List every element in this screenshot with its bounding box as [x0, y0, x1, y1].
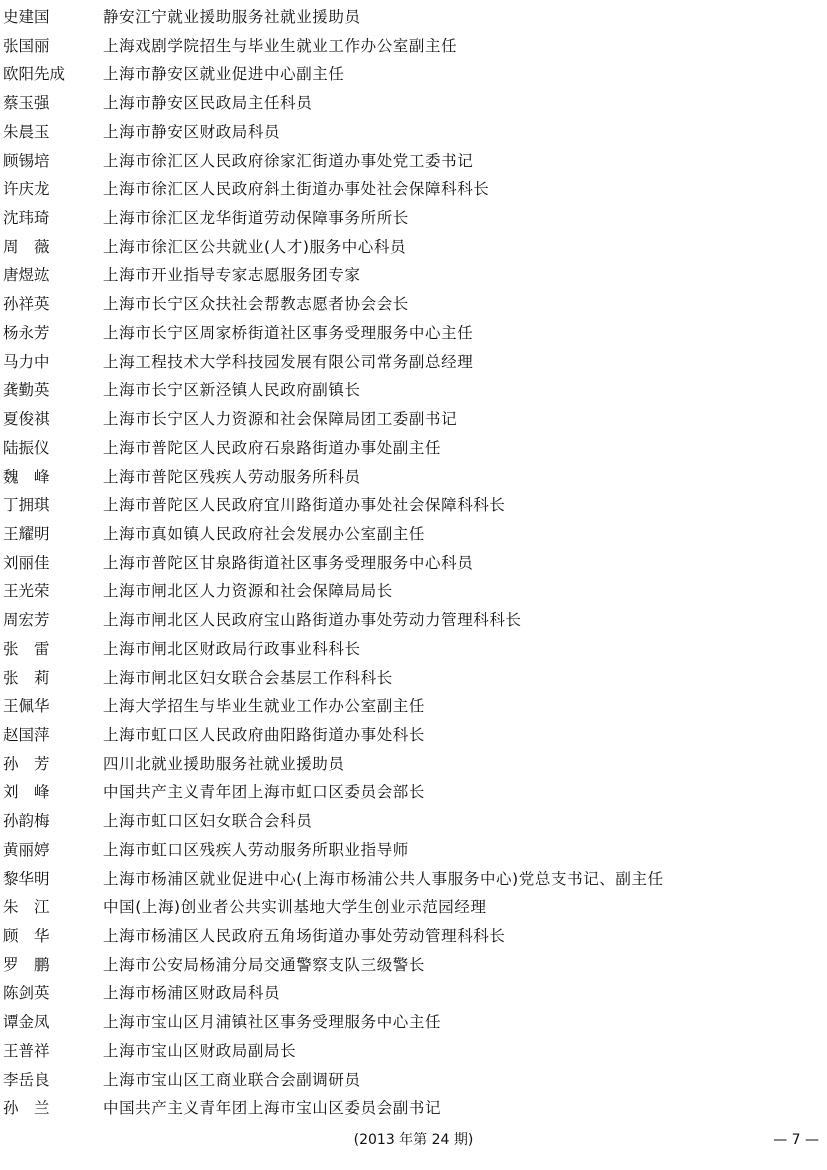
person-name: 蔡玉强 [3, 94, 50, 113]
person-name: 史建国 [3, 8, 50, 26]
list-item [0, 923, 827, 952]
list-item [0, 1095, 827, 1124]
person-name: 孙韵梅 [3, 812, 50, 831]
person-position: 上海市闸北区人民政府宝山路街道办事处劳动力管理科科长 [103, 611, 522, 630]
list-item [0, 751, 827, 780]
list-item [0, 665, 827, 694]
person-name: 孙 芳 [3, 754, 50, 773]
person-name: 陈剑英 [3, 984, 50, 1003]
list-item [0, 90, 827, 119]
list-item [0, 607, 827, 636]
list-item [0, 377, 827, 406]
person-position: 上海市徐汇区公共就业(人才)服务中心科员 [103, 237, 407, 256]
list-item [0, 808, 827, 837]
person-position: 上海市虹口区妇女联合会科员 [103, 812, 313, 831]
list-item [0, 693, 827, 722]
person-name: 许庆龙 [3, 180, 50, 199]
person-name: 王普祥 [3, 1041, 50, 1060]
person-name: 顾 华 [3, 927, 50, 945]
person-position: 上海市普陀区人民政府石泉路街道办事处副主任 [103, 438, 442, 457]
person-position: 上海市徐汇区人民政府徐家汇街道办事处党工委书记 [103, 151, 474, 170]
person-position: 中国共产主义青年团上海市虹口区委员会部长 [103, 783, 426, 802]
person-name: 顾锡培 [3, 151, 50, 170]
person-name: 沈玮琦 [3, 209, 50, 228]
person-name: 魏 峰 [3, 467, 50, 486]
person-position: 上海市普陀区甘泉路街道社区事务受理服务中心科员 [103, 553, 474, 572]
person-position: 上海工程技术大学科技园发展有限公司常务副总经理 [103, 352, 474, 371]
list-item [0, 234, 827, 263]
list-item [0, 521, 827, 550]
list-item [0, 435, 827, 464]
list-item [0, 492, 827, 521]
list-item [0, 464, 827, 493]
list-item [0, 205, 827, 234]
list-item [0, 1038, 827, 1067]
list-item [0, 866, 827, 895]
list-item [0, 406, 827, 435]
person-name: 张 莉 [3, 668, 50, 687]
person-position: 上海市长宁区周家桥街道社区事务受理服务中心主任 [103, 323, 474, 342]
list-item [0, 119, 827, 148]
list-item [0, 578, 827, 607]
person-position: 上海市静安区民政局主任科员 [103, 94, 313, 113]
list-item [0, 952, 827, 981]
list-item [0, 148, 827, 177]
list-item [0, 894, 827, 923]
person-name: 孙 兰 [3, 1099, 50, 1118]
list-item [0, 1009, 827, 1038]
person-position: 上海市虹口区人民政府曲阳路街道办事处科长 [103, 725, 426, 744]
list-item [0, 4, 827, 33]
person-name: 赵国萍 [3, 725, 50, 744]
person-position: 上海市长宁区人力资源和社会保障局团工委副书记 [103, 410, 458, 429]
person-name: 周 薇 [3, 237, 50, 256]
person-position: 上海戏剧学院招生与毕业生就业工作办公室副主任 [103, 36, 458, 55]
person-name: 丁拥琪 [3, 496, 50, 515]
person-position: 上海市普陀区残疾人劳动服务所科员 [103, 467, 361, 486]
person-position: 上海市真如镇人民政府社会发展办公室副主任 [103, 524, 426, 543]
list-item [0, 636, 827, 665]
person-name: 夏俊祺 [3, 410, 50, 429]
person-name: 朱晨玉 [3, 122, 50, 141]
person-position: 上海市开业指导专家志愿服务团专家 [103, 266, 361, 285]
person-name: 罗 鹏 [3, 955, 50, 974]
person-position: 上海市长宁区众扶社会帮教志愿者协会会长 [103, 295, 409, 314]
person-position: 上海市杨浦区人民政府五角场街道办事处劳动管理科科长 [103, 927, 506, 945]
person-name: 龚勤英 [3, 381, 50, 400]
person-position: 上海市静安区财政局科员 [103, 122, 281, 141]
person-position: 上海市闸北区人力资源和社会保障局局长 [103, 582, 393, 601]
list-item [0, 349, 827, 378]
person-name: 马力中 [3, 352, 50, 371]
person-position: 上海市杨浦区就业促进中心(上海市杨浦公共人事服务中心)党总支书记、副主任 [103, 869, 664, 888]
person-name: 张 雷 [3, 639, 50, 658]
person-position: 上海市宝山区工商业联合会副调研员 [103, 1070, 361, 1089]
person-position: 中国共产主义青年团上海市宝山区委员会副书记 [103, 1099, 442, 1118]
person-name: 刘 峰 [3, 783, 50, 802]
name-list [0, 4, 827, 1124]
person-position: 上海市宝山区月浦镇社区事务受理服务中心主任 [103, 1013, 442, 1032]
person-position: 上海市静安区就业促进中心副主任 [103, 65, 345, 84]
person-name: 谭金凤 [3, 1013, 50, 1032]
list-item [0, 722, 827, 751]
person-name: 王光荣 [3, 582, 50, 601]
person-position: 静安江宁就业援助服务社就业援助员 [103, 8, 361, 26]
list-item [0, 262, 827, 291]
person-position: 四川北就业援助服务社就业援助员 [103, 754, 345, 773]
person-name: 周宏芳 [3, 611, 50, 630]
person-name: 陆振仪 [3, 438, 50, 457]
person-name: 张国丽 [3, 36, 50, 55]
person-name: 王耀明 [3, 524, 50, 543]
person-position: 上海市徐汇区人民政府斜土街道办事处社会保障科科长 [103, 180, 490, 199]
person-position: 中国(上海)创业者公共实训基地大学生创业示范园经理 [103, 898, 487, 917]
person-name: 欧阳先成 [3, 65, 66, 84]
person-position: 上海市宝山区财政局副局长 [103, 1041, 297, 1060]
person-position: 上海市闸北区财政局行政事业科科长 [103, 639, 361, 658]
list-item [0, 291, 827, 320]
person-name: 黎华明 [3, 869, 50, 888]
page-number: — 7 — [773, 1132, 819, 1148]
list-item [0, 837, 827, 866]
list-item [0, 1067, 827, 1096]
person-position: 上海市徐汇区龙华街道劳动保障事务所所长 [103, 209, 409, 228]
person-position: 上海市长宁区新泾镇人民政府副镇长 [103, 381, 361, 400]
person-name: 杨永芳 [3, 323, 50, 342]
list-item [0, 33, 827, 62]
person-name: 刘丽佳 [3, 553, 50, 572]
person-name: 黄丽婷 [3, 840, 50, 859]
list-item [0, 779, 827, 808]
list-item [0, 980, 827, 1009]
list-item [0, 61, 827, 90]
person-name: 李岳良 [3, 1070, 50, 1089]
list-item [0, 550, 827, 579]
person-position: 上海市杨浦区财政局科员 [103, 984, 281, 1003]
person-name: 孙祥英 [3, 295, 50, 314]
person-position: 上海市虹口区残疾人劳动服务所职业指导师 [103, 840, 409, 859]
person-name: 王佩华 [3, 697, 50, 716]
list-item [0, 320, 827, 349]
issue-label: (2013 年第 24 期) [353, 1132, 474, 1148]
person-position: 上海市普陀区人民政府宜川路街道办事处社会保障科科长 [103, 496, 506, 515]
person-position: 上海大学招生与毕业生就业工作办公室副主任 [103, 697, 426, 716]
list-item [0, 176, 827, 205]
person-name: 唐煜竑 [3, 266, 50, 285]
person-position: 上海市闸北区妇女联合会基层工作科科长 [103, 668, 393, 687]
person-name: 朱 江 [3, 898, 50, 917]
person-position: 上海市公安局杨浦分局交通警察支队三级警长 [103, 955, 426, 974]
